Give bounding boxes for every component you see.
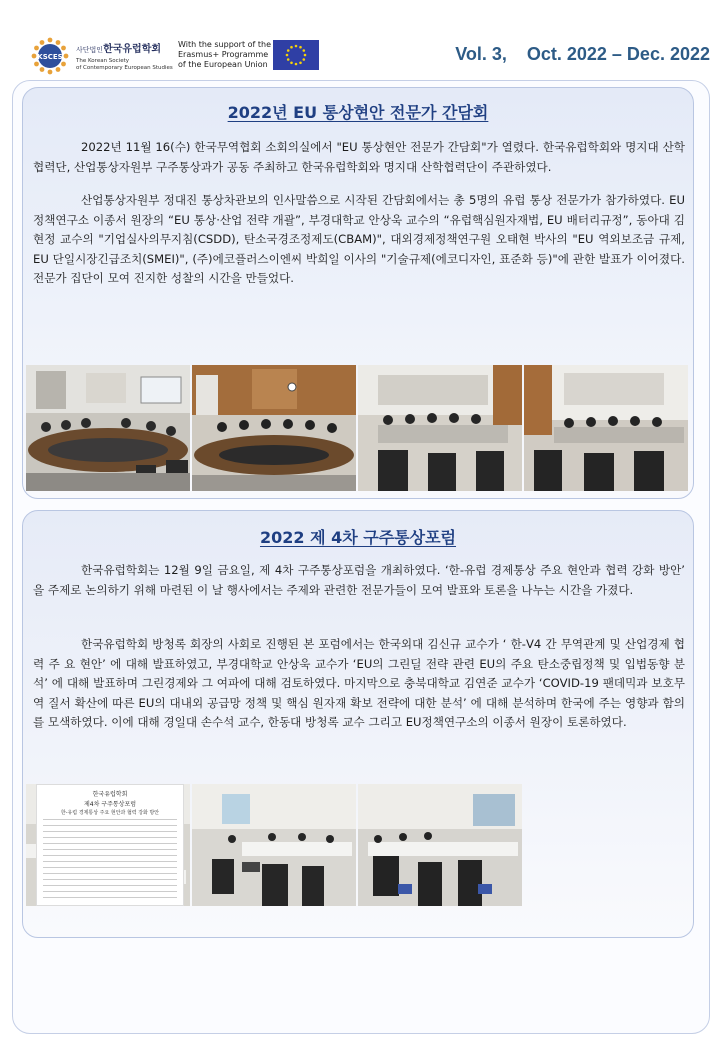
page-header — [0, 0, 720, 80]
meeting-photo — [358, 365, 522, 491]
section-expert-meeting — [22, 87, 694, 499]
program-table — [43, 819, 177, 903]
forum-photo — [358, 784, 522, 906]
ksces-logo-icon — [30, 36, 70, 76]
section-title: 2022년 EU 통상현안 전문가 간담회 — [227, 103, 489, 122]
section-title: 2022 제 4차 구주통상포럼 — [259, 528, 457, 547]
society-name: 사단법인한국유럽학회 The Korean Society of Contemporary European Studies — [76, 44, 173, 71]
photo-row — [26, 365, 688, 491]
program-subtitle: 한-유럽 경제통상 주요 현안과 협력 강화 방안 — [60, 810, 160, 816]
section-forum — [22, 510, 694, 938]
program-org: 한국유럽학회 — [92, 791, 128, 798]
photo-row — [26, 784, 522, 906]
forum-photo — [192, 784, 356, 906]
svg-text:KSCES: KSCES — [37, 53, 63, 61]
meeting-photo — [26, 365, 190, 491]
forum-program-sheet — [36, 784, 184, 906]
paragraph: 한국유럽학회 방청록 회장의 사회로 진행된 본 포럼에서는 한국외대 김신규 교수가 ‘ 한-V4 간 무역관계 및 산업경제 협력 주 요 현안’ 에 대해 발표하였고, 부경대학교 안상욱 교수가 ‘EU의 그린딜 전략 관련 EU의 주요 탄소중립정책 및 입법동향 분석’ 에 대해 발표하며 그린경제와 그 여파에 대해 검토하였다. 마지막으로 충북대학교 김연준 교수가 ‘COVID-19 팬데믹과 보호무역 질서 확산에 따른 EU의 대내외 공급망 정책 및 핵심 원자재 확보 전략에 대한 분석’ 에 대해 분석하며 한국에 주는 영향과 함의를 모색하였다. 이에 대해 경일대 손수석 교수, 한동대 방청록 교수 그리고 EU정책연구소의 이종서 원장이 토론하였다. — [33, 637, 685, 729]
eu-flag-icon — [273, 40, 319, 70]
issue-title: Vol. 3, Oct. 2022 – Dec. 2022 — [455, 44, 710, 64]
paragraph: 한국유럽학회는 12월 9일 금요일, 제 4차 구주통상포럼을 개최하였다. ‘한-유럽 경제통상 주요 현안과 협력 강화 방안’ 을 주제로 논의하기 위해 마련된 이 날 행사에서는 주제와 관련한 전문가들이 모여 발표와 토론을 나누는 시간을 가졌다. — [33, 563, 685, 597]
meeting-photo — [192, 365, 356, 491]
erasmus-support-text: With the support of the Erasmus+ Programme of the European Union — [178, 40, 272, 69]
paragraph: 2022년 11월 16(수) 한국무역협회 소회의실에서 "EU 통상현안 전문가 간담회"가 열렸다. 한국유럽학회와 명지대 산학협력단, 산업통상자원부 구주통상과가 공동 주최하고 한국유럽학회와 명지대 산학협력단이 주관하였다. — [33, 140, 685, 174]
paragraph: 산업통상자원부 정대진 통상차관보의 인사말씀으로 시작된 간담회에서는 총 5명의 유럽 통상 전문가가 참가하였다. EU 정책연구소 이종서 원장의 “EU 통상·산업 전략 개괄”, 부경대학교 안상욱 교수의 “유럽핵심원자재법, EU 배터리규정”, 동아대 김현정 교수의 "기업실사의무지침(CSDD), 탄소국경조정제도(CBAM)", 대외경제정책연구원 오태현 박사의 "EU 역외보조금 규제, EU 단일시장긴급조치(SMEI)", (주)에코플러스이엔씨 박희일 이사의 "기술규제(에코디자인, 표준화 등)"에 관한 발표가 이어졌다. 전문가 집단이 모여 진지한 성찰의 시간을 만들었다. — [33, 193, 685, 285]
program-title: 제4차 구주통상포럼 — [83, 801, 137, 808]
meeting-photo — [524, 365, 688, 491]
